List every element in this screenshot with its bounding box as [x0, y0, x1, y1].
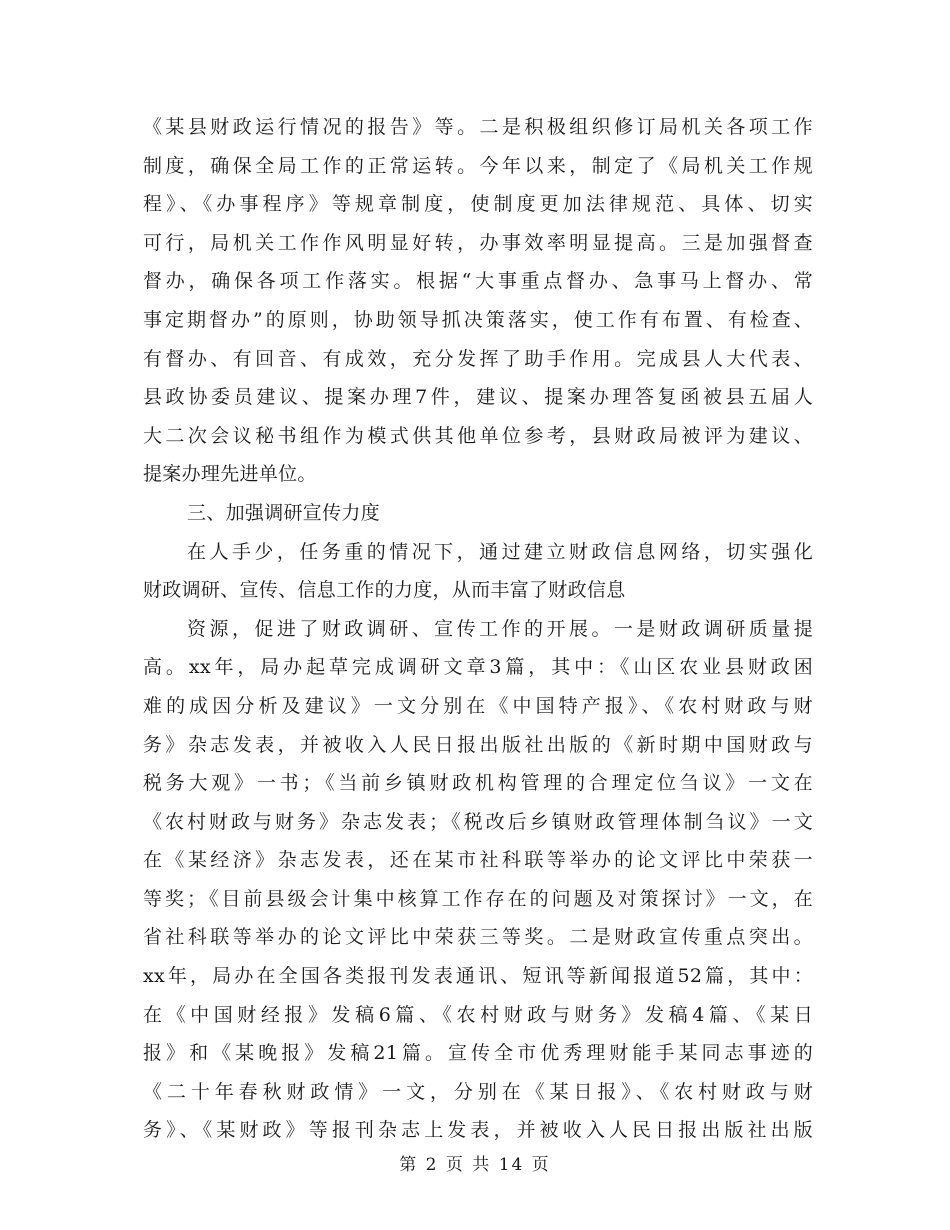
- text-line: 程》、《办事程序》等规章制度，使制度更加法律规范、具体、切实: [143, 193, 813, 216]
- text-line: xx年，局办在全国各类报刊发表通讯、短讯等新闻报道52篇，其中：: [143, 965, 813, 988]
- text-line: 务》杂志发表，并被收入人民日报出版社出版的《新时期中国财政与: [143, 733, 813, 756]
- text-line: 等奖；《目前县级会计集中核算工作存在的问题及对策探讨》一文，在: [143, 887, 813, 910]
- text-line: 资源，促进了财政调研、宣传工作的开展。一是财政调研质量提: [187, 617, 813, 640]
- text-line: 有督办、有回音、有成效，充分发挥了助手作用。完成县人大代表、: [143, 347, 813, 370]
- document-body: [143, 108, 813, 1150]
- text-line: 提案办理先进单位。: [143, 463, 317, 486]
- text-line: 税务大观》一书；《当前乡镇财政机构管理的合理定位刍议》一文在: [143, 772, 813, 795]
- text-line: 督办，确保各项工作落实。根据“大事重点督办、急事马上督办、常: [143, 270, 813, 293]
- text-line: 《某县财政运行情况的报告》等。二是积极组织修订局机关各项工作: [143, 116, 813, 138]
- text-line: 难的成因分析及建议》一文分别在《中国特产报》、《农村财政与财: [143, 694, 813, 717]
- text-line: 大二次会议秘书组作为模式供其他单位参考，县财政局被评为建议、: [143, 424, 813, 447]
- text-line: 高。xx年，局办起草完成调研文章3篇，其中：《山区农业县财政困: [143, 656, 813, 679]
- text-line: 制度，确保全局工作的正常运转。今年以来，制定了《局机关工作规: [143, 154, 813, 177]
- page-footer: 第 2 页 共 14 页: [399, 1155, 551, 1175]
- text-line: 务》、《某财政》等报刊杂志上发表，并被收入人民日报出版社出版: [143, 1119, 813, 1142]
- text-line: 三、加强调研宣传力度: [187, 501, 381, 524]
- text-line: 《农村财政与财务》杂志发表；《税改后乡镇财政管理体制刍议》一文: [143, 810, 813, 833]
- text-line: 省社科联等举办的论文评比中荣获三等奖。二是财政宣传重点突出。: [143, 926, 813, 949]
- text-line: 在《中国财经报》发稿6篇、《农村财政与财务》发稿4篇、《某日: [143, 1003, 813, 1026]
- text-line: 事定期督办”的原则，协助领导抓决策落实，使工作有布置、有检查、: [143, 308, 813, 331]
- text-line: 可行，局机关工作作风明显好转，办事效率明显提高。三是加强督查: [143, 231, 813, 254]
- text-line: 报》和《某晚报》发稿21篇。宣传全市优秀理财能手某同志事迹的: [143, 1042, 813, 1065]
- text-line: 县政协委员建议、提案办理7件，建议、提案办理答复函被县五届人: [143, 386, 813, 409]
- text-line: 财政调研、宣传、信息工作的力度，从而丰富了财政信息: [143, 579, 626, 602]
- text-line: 在《某经济》杂志发表，还在某市社科联等举办的论文评比中荣获一: [143, 849, 813, 872]
- text-line: 《二十年春秋财政情》一文，分别在《某日报》、《农村财政与财: [143, 1080, 813, 1103]
- text-line: 在人手少，任务重的情况下，通过建立财政信息网络，切实强化: [187, 540, 813, 563]
